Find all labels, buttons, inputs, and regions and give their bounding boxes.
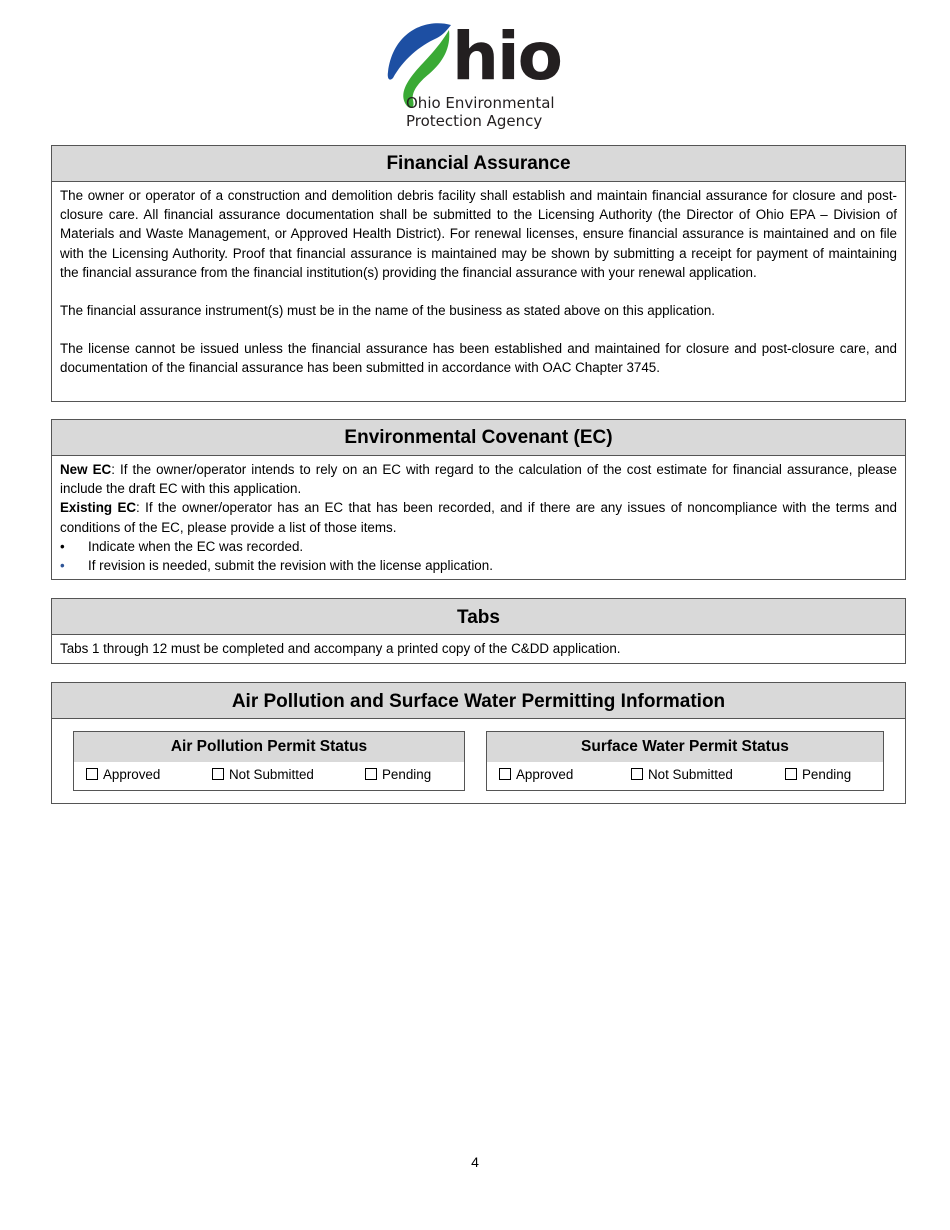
- checkbox-icon: [365, 768, 377, 780]
- list-item: • Indicate when the EC was recorded.: [60, 537, 897, 556]
- air-approved-checkbox[interactable]: Approved: [86, 767, 160, 782]
- paragraph: The financial assurance instrument(s) must be in the name of the business as stated above on this application.: [60, 303, 716, 319]
- paragraph: The license cannot be issued unless the financial assurance has been established and maintained for closure and post-closure care, and documentation of the financial assurance has been submitted in accordance with OAC Chapter 3745.: [60, 341, 897, 376]
- tabs-section: [51, 598, 906, 664]
- water-pending-checkbox[interactable]: Pending: [785, 767, 851, 782]
- financial-assurance-section: [51, 145, 906, 402]
- tabs-text: Tabs 1 through 12 must be completed and accompany a printed copy of the C&DD application.: [60, 641, 621, 656]
- checkbox-icon: [631, 768, 643, 780]
- section-title: Financial Assurance: [52, 146, 905, 182]
- environmental-covenant-section: [51, 419, 906, 580]
- air-not-submitted-checkbox[interactable]: Not Submitted: [212, 767, 314, 782]
- list-item: • If revision is needed, submit the revision with the license application.: [60, 556, 897, 575]
- permit-title: Surface Water Permit Status: [487, 732, 883, 762]
- logo-agency-name: Ohio Environmental Protection Agency: [406, 94, 555, 130]
- section-title: Environmental Covenant (EC): [52, 420, 905, 456]
- logo-wordmark: hio: [452, 18, 561, 95]
- checkbox-icon: [785, 768, 797, 780]
- section-title: Air Pollution and Surface Water Permitting Information: [52, 683, 905, 719]
- permit-title: Air Pollution Permit Status: [74, 732, 464, 762]
- existing-ec-paragraph: Existing EC: If the owner/operator has an EC that has been recorded, and if there are any issues of noncompliance with the terms and conditions of the EC, please provide a list of those items.: [60, 500, 897, 535]
- checkbox-icon: [499, 768, 511, 780]
- new-ec-paragraph: New EC: If the owner/operator intends to rely on an EC with regard to the calculation of the cost estimate for financial assurance, please include the draft EC with this application.: [60, 462, 897, 497]
- air-pollution-permit-status: [73, 731, 465, 791]
- ec-bullet-list: [60, 537, 897, 575]
- section-title: Tabs: [52, 599, 905, 635]
- water-not-submitted-checkbox[interactable]: Not Submitted: [631, 767, 733, 782]
- air-pending-checkbox[interactable]: Pending: [365, 767, 431, 782]
- surface-water-permit-status: [486, 731, 884, 791]
- water-approved-checkbox[interactable]: Approved: [499, 767, 573, 782]
- permitting-section: [51, 682, 906, 804]
- page-number: 4: [471, 1154, 479, 1170]
- checkbox-icon: [86, 768, 98, 780]
- checkbox-icon: [212, 768, 224, 780]
- paragraph: The owner or operator of a construction and demolition debris facility shall establish and maintain financial assurance for closure and post-closure care. All financial assurance documentation shall be submitted to the Licensing Authority (the Director of Ohio EPA – Division of Materials and Waste Management, or Approved Health District). For renewal licenses, ensure financial assurance is maintained and on file with the Licensing Authority. Proof that financial assurance is maintained may be shown by submitting a receipt for payment of maintaining the financial assurance from the financial institution(s) providing the financial assurance with your renewal application.: [60, 188, 897, 280]
